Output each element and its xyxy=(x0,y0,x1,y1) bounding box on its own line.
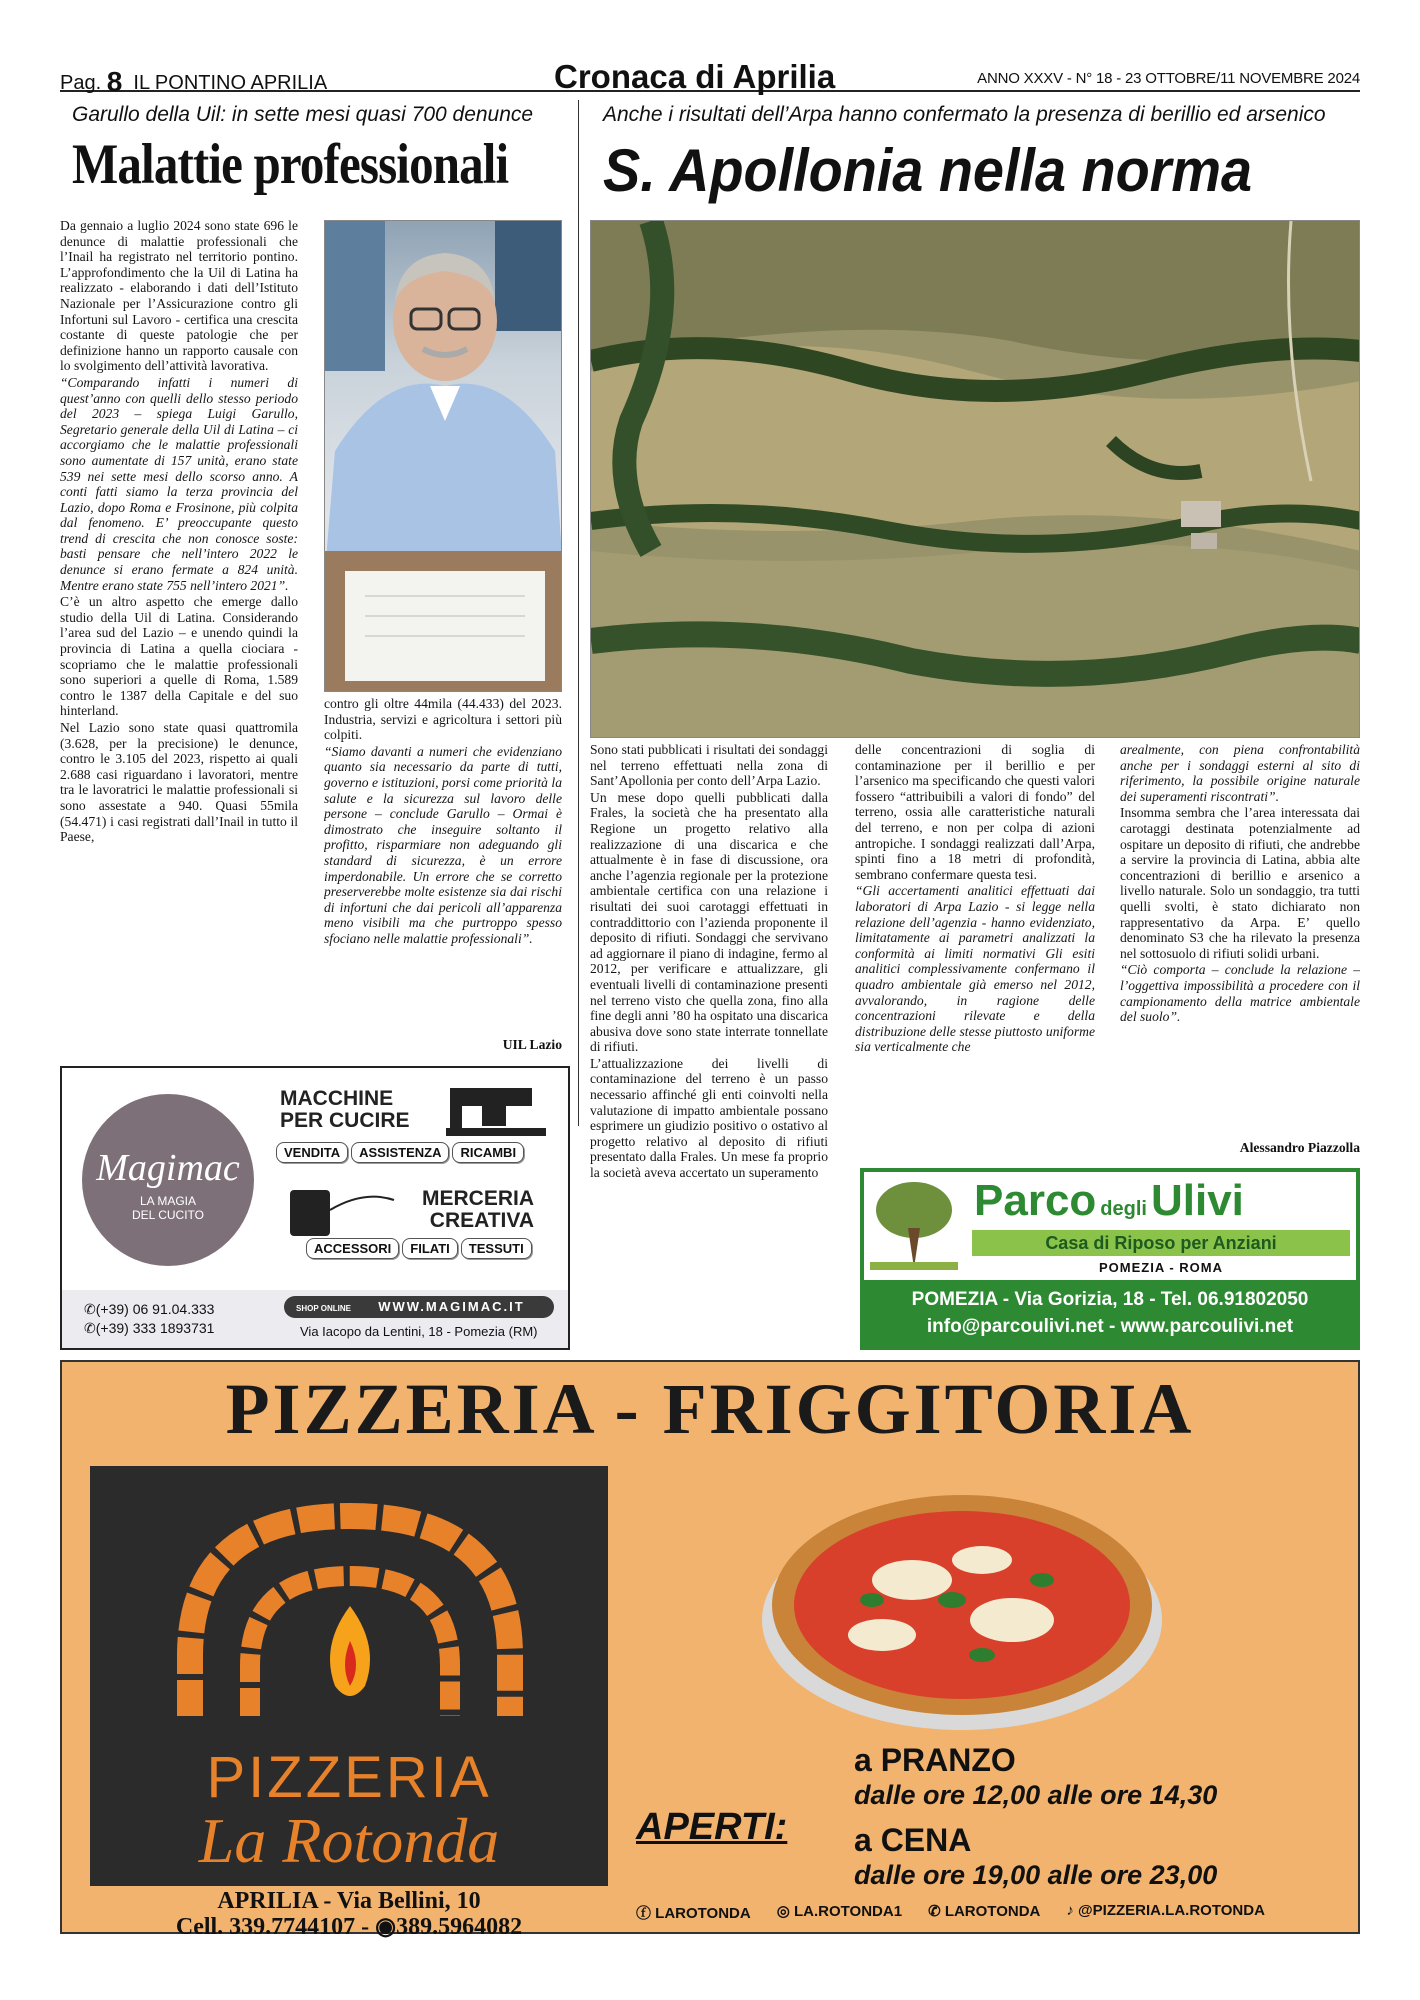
paragraph: “Gli accertamenti analitici effettuati dai laboratori di Arpa Lazio - si legge nella relazione dell’agenzia - hanno evidenziato, limitatamente ai parametri analizzati la conformità ai limiti normativi Gli esiti analitici complessivamente confermano il quadro ambientale già emerso nel 2012, avvalorando, in ragione delle concentrazioni rilevate e della distribuzione delle stesse piuttosto uniforme sia verticalmente che xyxy=(855,883,1095,1055)
btn-filati[interactable]: FILATI xyxy=(402,1238,457,1259)
paragraph: “Ciò comporta – conclude la relazione – l’oggettiva impossibilità a procedere con il campionamento della matrice ambientale del suolo”. xyxy=(1120,962,1360,1025)
merceria-heading: MERCERIA CREATIVA xyxy=(422,1187,535,1232)
article2-column-2 xyxy=(855,742,1095,1154)
page-number: Pag. 8 IL PONTINO APRILIA xyxy=(60,66,328,97)
man-portrait-photo xyxy=(325,221,562,692)
paragraph: Nel Lazio sono state quasi quattromila (3.628, per la precisione) le denunce, contro le 3.105 del 2023, rispetto ai quali 2.688 casi riguardano i lavoratori, mentre tra le lavoratrici le malattie professionali si sono assestate a 940. Quasi 55mila (54.471) i casi registrati dall’Inail in tutto il Paese, xyxy=(60,720,298,845)
olive-tree-icon xyxy=(870,1178,958,1270)
article1-column-1 xyxy=(60,218,298,1058)
pizza-image xyxy=(752,1470,1172,1740)
column-rule xyxy=(578,100,579,1126)
whatsapp-link[interactable]: ✆ LAROTONDA xyxy=(928,1903,1041,1920)
social-links xyxy=(636,1902,1346,1923)
parco-name: Parco degli Ulivi xyxy=(974,1176,1244,1225)
oven-flame-icon xyxy=(170,1496,530,1726)
logo-rotonda-text: La Rotonda xyxy=(198,1805,500,1876)
article2-kicker: Anche i risultati dell’Arpa hanno confermato la presenza di berillio ed arsenico xyxy=(603,103,1326,126)
issue-info: ANNO XXXV - N° 18 - 23 OTTOBRE/11 NOVEMBRE 2024 xyxy=(977,70,1360,87)
parco-subtitle: Casa di Riposo per Anziani xyxy=(972,1230,1350,1256)
macchine-buttons xyxy=(276,1142,566,1163)
btn-tessuti[interactable]: TESSUTI xyxy=(461,1238,532,1259)
pranzo-hours: dalle ore 12,00 alle ore 14,30 xyxy=(854,1780,1218,1810)
aperti-label: APERTI: xyxy=(636,1806,788,1848)
paragraph: arealmente, con piena confrontabilità anche per i sondaggi esterni al sito di riferimento, la possibile origine naturale dei superamenti riscontrati”. xyxy=(1120,742,1360,804)
btn-vendita[interactable]: VENDITA xyxy=(276,1142,348,1163)
aerial-landscape-image xyxy=(591,221,1360,738)
parco-ulivi-ad[interactable] xyxy=(860,1168,1360,1350)
article2-title: S. Apollonia nella norma xyxy=(603,137,1253,204)
btn-accessori[interactable]: ACCESSORI xyxy=(306,1238,399,1259)
article1-photo xyxy=(324,220,562,692)
paragraph: Da gennaio a luglio 2024 sono state 696 le denunce di malattie professionali che l’Inail ha registrato nel territorio pontino. L’approfondimento che la Uil di Latina ha realizzato - elaborando i dati dell’Istituto Nazionale per l’Assicurazione contro gli Infortuni sul Lavoro - certifica una crescita costante di queste patologie che per definizione hanno un rapporto causale con lo svolgimento dell’attività lavorativa. xyxy=(60,218,298,374)
facebook-link[interactable]: ⓕ LAROTONDA xyxy=(636,1905,751,1922)
paragraph: Sono stati pubblicati i risultati dei sondaggi nel terreno effettuati nella zona di Sant’Apollonia per conto dell’Arpa Lazio. xyxy=(590,742,828,789)
btn-assistenza[interactable]: ASSISTENZA xyxy=(351,1142,449,1163)
paragraph: delle concentrazioni di soglia di contaminazione per il berillio e per l’arsenico ma specificando che questi valori fossero “attribuibili a valori di fondo” del terreno, ossia alle caratteristiche naturali del terreno, e non per colpa di azioni antropiche. I sondaggi realizzati dall’Arpa, spinti fino a 18 metri di profondità, sembrano confermare questa tesi. xyxy=(855,742,1095,882)
pizzeria-phones: Cell. 339.7744107 - ◉389.5964082 xyxy=(175,1914,523,1940)
page-header xyxy=(60,58,1360,97)
pizzeria-ad[interactable] xyxy=(60,1360,1360,1940)
tiktok-link[interactable]: ♪ @PIZZERIA.LA.ROTONDA xyxy=(1066,1902,1265,1919)
article2-column-3 xyxy=(1120,742,1360,1146)
article1-kicker: Garullo della Uil: in sette mesi quasi 700 denunce xyxy=(72,103,534,126)
pranzo-label: a PRANZO xyxy=(854,1742,1016,1778)
magimac-ad[interactable] xyxy=(60,1066,570,1350)
article1-column-2 xyxy=(324,696,562,1056)
parco-city: POMEZIA - ROMA xyxy=(1098,1260,1223,1275)
article1-title: Malattie professionali xyxy=(72,133,509,196)
paragraph: “Comparando infatti i numeri di quest’anno con quelli dello stesso periodo del 2023 – spiega Luigi Garullo, Segretario generale della Uil di Latina – ci accorgiamo che le malattie professionali sono aumentate di 157 unità, erano state 539 nei sette mesi dello scorso anno. A conti fatti siamo la terza provincia del Lazio, dopo Roma e Frosinone, più colpita dal fenomeno. E’ preoccupante questo trend di crescita che non conosce soste: basti pensare che nell’intero 2022 le denunce si erano fermate a 824 unità. Mentre erano state 755 nell’intero 2021”. xyxy=(60,374,298,593)
paragraph: Un mese dopo quelli pubblicati dalla Frales, la società che ha presentato alla Regione un progetto relativo alla realizzazione di una discarica e che attualmente è in fase di discussione, ora anche l’agenzia regionale per la protezione ambientale certifica con una relazione i risultati dei suoi carotaggi effettuati in contraddittorio con l’azienda proponente il deposito di rifiuti. Sondaggi che servivano ad aggiornare il piano di indagine, fermo al 2012, per verificare e attualizzare, gli eventuali livelli di contaminazione presenti nel terreno visto che quella zona, fino alla fine degli anni ’80 ha ospitato una discarica abusiva dove sono state interrate tonnellate di rifiuti. xyxy=(590,789,828,1055)
instagram-link[interactable]: ◎ LA.ROTONDA1 xyxy=(776,1903,903,1920)
pizzeria-headline: PIZZERIA - FRIGGITORIA xyxy=(225,1369,1195,1449)
merceria-buttons xyxy=(306,1238,566,1259)
magimac-logo: Magimac LA MAGIA DEL CUCITO xyxy=(82,1094,254,1266)
thread-spool-icon xyxy=(284,1180,404,1242)
article2-signature: Alessandro Piazzolla xyxy=(1239,1140,1360,1155)
paragraph: L’attualizzazione dei livelli di contaminazione del terreno è un passo necessario affinché gli enti coinvolti nella valutazione di impatto ambientale possano esprimere un giudizio positivo o ostativo al progetto relativo al deposito di rifiuti presentato dalla Frales. Un mese fa proprio la società aveva accertato un superamento xyxy=(590,1055,828,1181)
paragraph: C’è un altro aspetto che emerge dallo studio della Uil di Latina. Considerando l’area sud del Lazio – e unendo quindi la provincia di Latina a quella ciociara - scopriamo che le malattie professionali sono superiori a quelle di Roma, 1.589 contro le 1387 della Capitale e del suo hinterland. xyxy=(60,594,298,719)
magimac-phones: ✆(+39) 06 91.04.333 ✆(+39) 333 1893731 xyxy=(84,1301,215,1336)
parco-contact: POMEZIA - Via Gorizia, 18 - Tel. 06.91802050 info@parcoulivi.net - www.parcoulivi.net xyxy=(864,1280,1356,1346)
macchine-heading: MACCHINE PER CUCIRE xyxy=(280,1087,410,1132)
article2-column-1 xyxy=(590,742,828,1352)
whatsapp-icon: ✆ xyxy=(84,1320,96,1336)
cena-label: a CENA xyxy=(854,1822,972,1858)
magimac-website[interactable]: SHOP ONLINE WWW.MAGIMAC.IT xyxy=(284,1296,554,1318)
paragraph: contro gli oltre 44mila (44.433) del 2023. Industria, servizi e agricoltura i settori più colpiti. xyxy=(324,696,562,743)
paragraph: “Siamo davanti a numeri che evidenziano quanto sia necessario da parte di tutti, governo e istituzioni, porsi come priorità la salute e la sicurezza sul lavoro delle persone – conclude Garullo – Ormai è dimostrato che inseguire soltanto il profitto, risparmiare non adeguando gli standard di sicurezza, è un errore imperdonabile. Un errore che se corretto preserverebbe molte esistenze sia dai rischi di infortuni che dai pericoli all’apparenza meno visibili ma che purtroppo spesso sfociano nelle malattie professionali”. xyxy=(324,743,562,946)
phone-icon: ✆ xyxy=(84,1301,96,1317)
article1-signature: UIL Lazio xyxy=(502,1037,562,1052)
article2-aerial-photo xyxy=(590,220,1360,738)
cena-hours: dalle ore 19,00 alle ore 23,00 xyxy=(854,1860,1218,1890)
section-title: Cronaca di Aprilia xyxy=(554,58,836,95)
whatsapp-icon: ◉ xyxy=(375,1914,397,1940)
pizzeria-address: APRILIA - Via Bellini, 10 xyxy=(217,1888,481,1914)
sewing-machine-icon xyxy=(442,1078,552,1138)
logo-pizzeria-text: PIZZERIA xyxy=(206,1745,492,1810)
magimac-address: Via Iacopo da Lentini, 18 - Pomezia (RM) xyxy=(300,1324,538,1339)
la-rotonda-logo xyxy=(90,1466,608,1886)
btn-ricambi[interactable]: RICAMBI xyxy=(452,1142,524,1163)
paragraph: Insomma sembra che l’area interessata dai carotaggi destinata potenzialmente ad ospitare un deposito di rifiuti, che andrebbe a servire la provincia di Latina, abbia alte concentrazioni di berillio e arsenico a livello naturale. Solo un sondaggio, tra tutti quelli svolti, è stato dichiarato non rappresentativo da Arpa. E’ quello denominato S3 che ha rilevato la presenza nel sottosuolo di rifiuti solidi urbani. xyxy=(1120,805,1360,961)
